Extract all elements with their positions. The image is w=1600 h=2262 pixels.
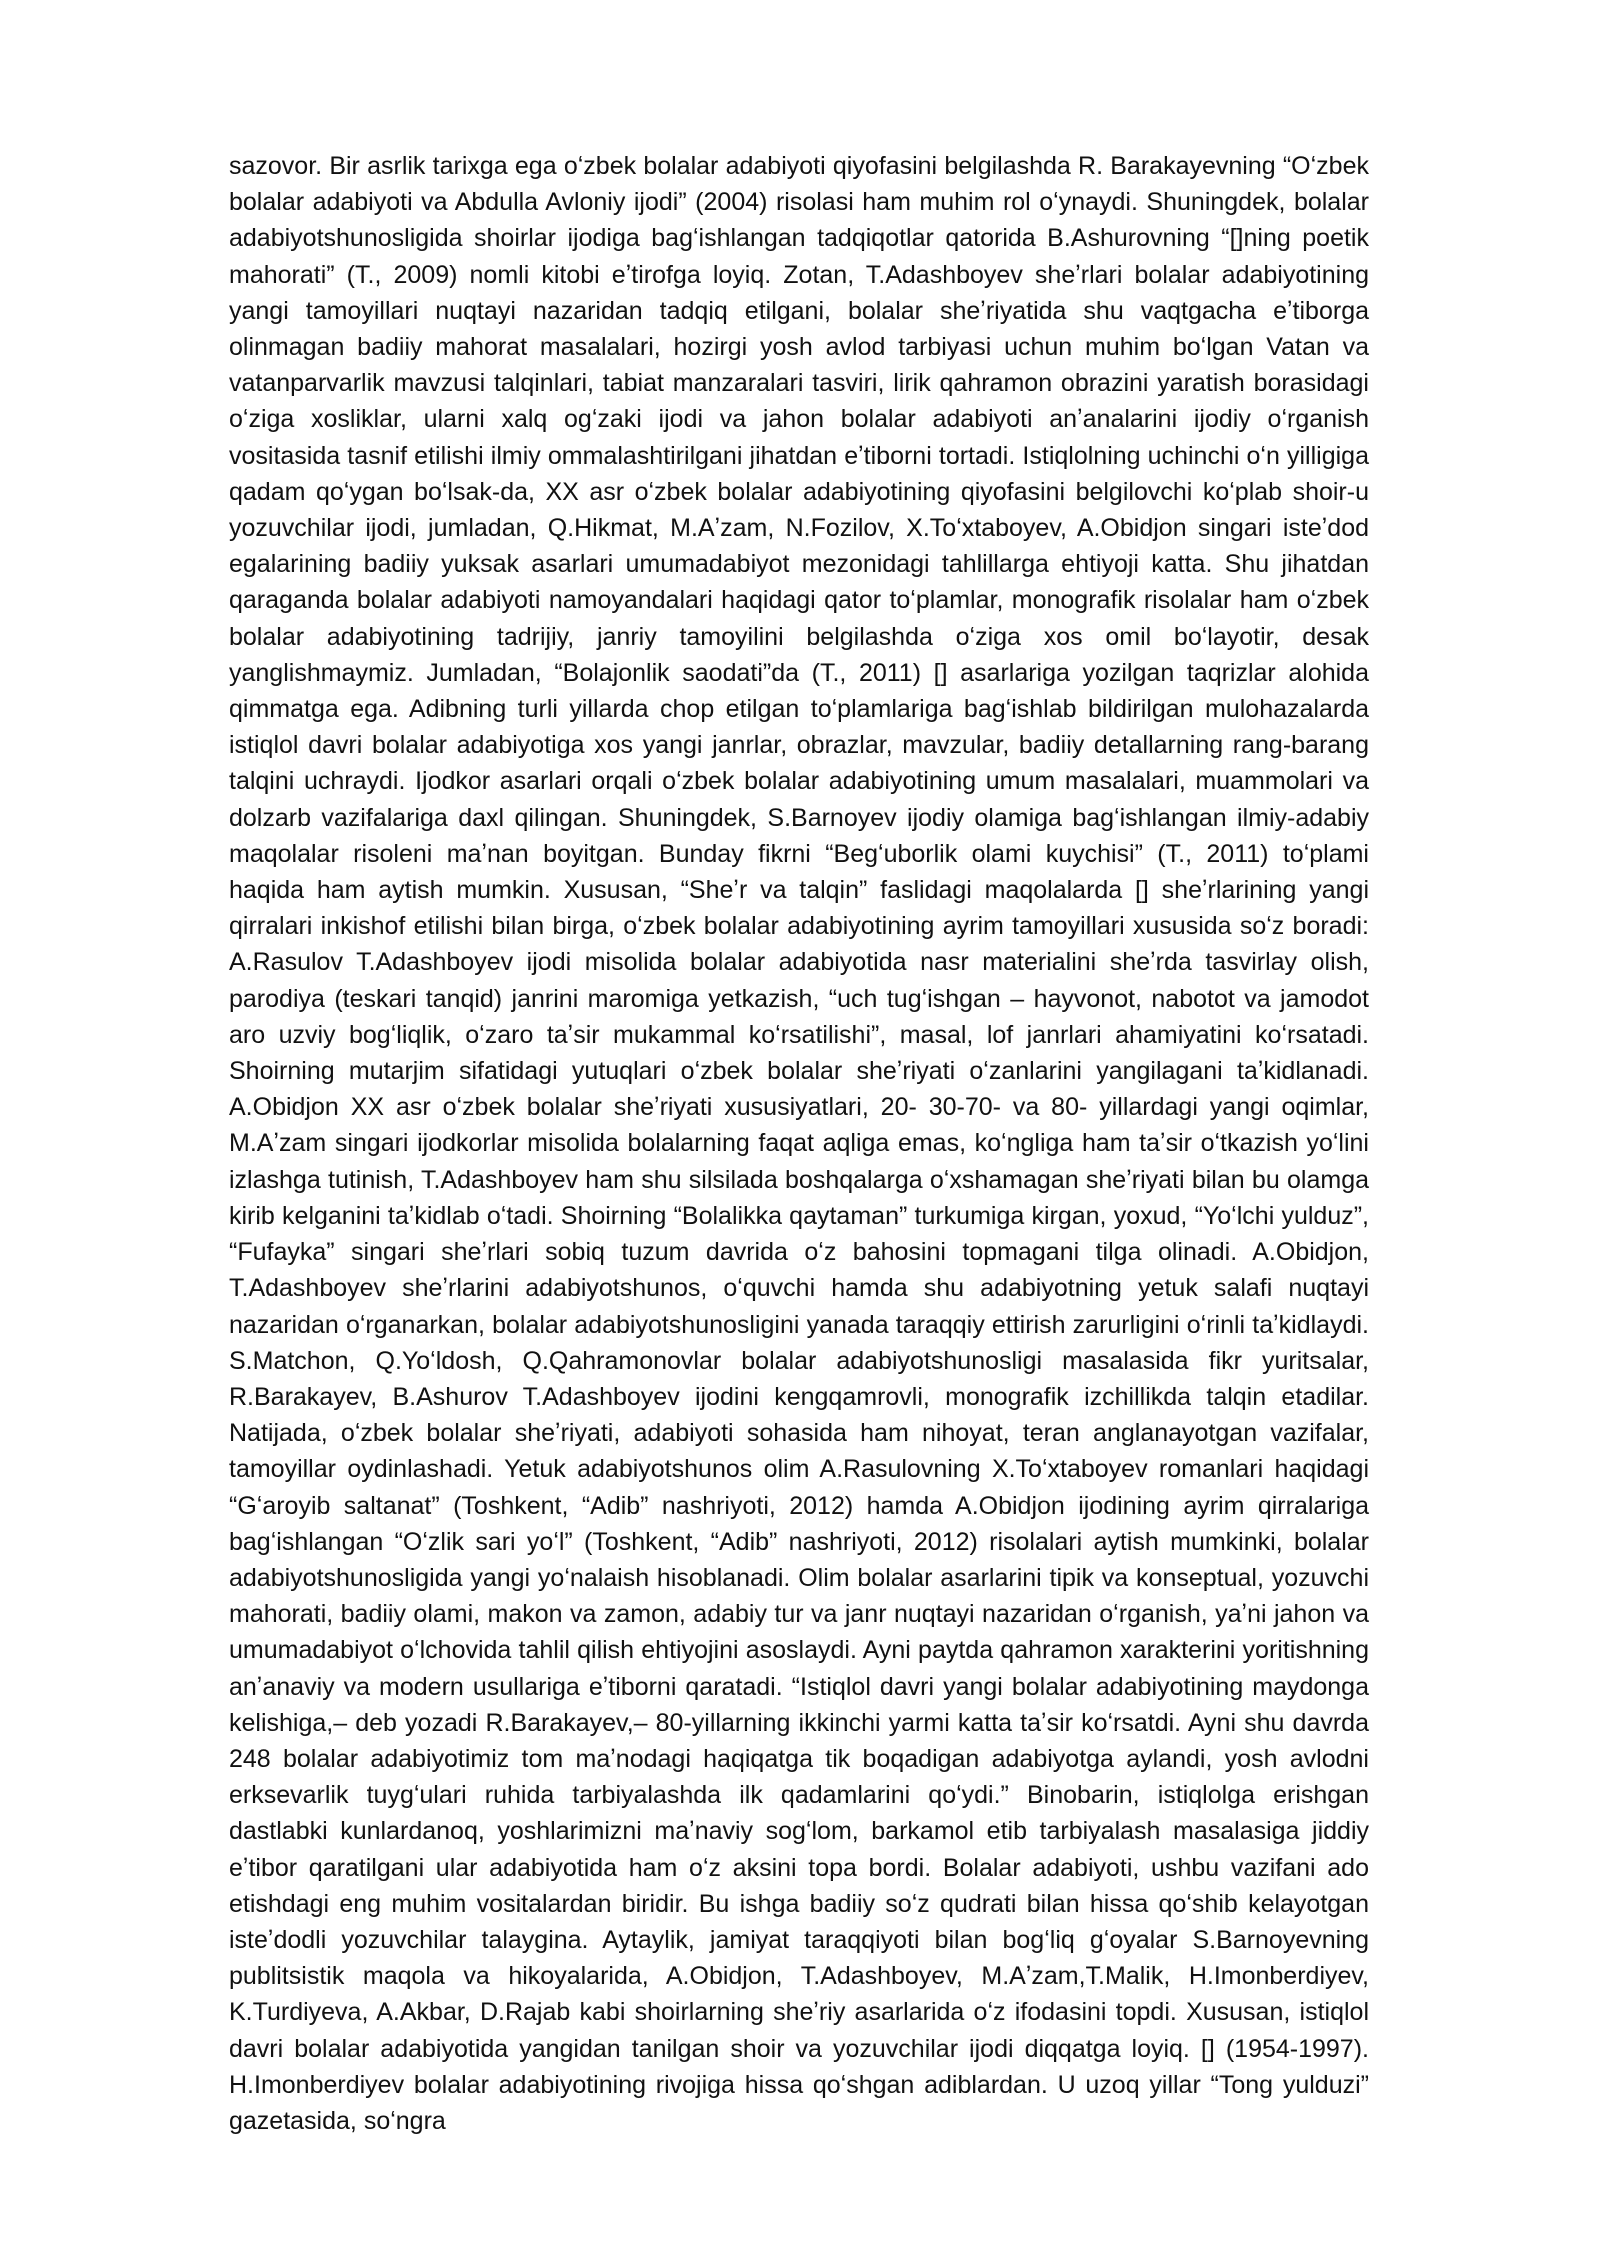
document-page [229,148,1369,2139]
body-paragraph: sazovor. Bir asrlik tarixga ega oʻzbek bolalar adabiyoti qiyofasini belgilashda R. Barakayevning “Oʻzbek bolalar adabiyoti va Abdulla Avloniy ijodi” (2004) risolasi ham muhim rol oʻynaydi. Shuningdek, bolalar adabiyotshunosligida shoirlar ijodiga bagʻishlangan tadqiqotlar qatorida B.Ashurovning “[]ning poetik mahorati” (T., 2009) nomli kitobi eʼtirofga loyiq. Zotan, T.Adashboyev sheʼrlari bolalar adabiyotining yangi tamoyillari nuqtayi nazaridan tadqiq etilgani, bolalar sheʼriyatida shu vaqtgacha eʼtiborga olinmagan badiiy mahorat masalalari, hozirgi yosh avlod tarbiyasi uchun muhim boʻlgan Vatan va vatanparvarlik mavzusi talqinlari, tabiat manzaralari tasviri, lirik qahramon obrazini yaratish borasidagi oʻziga xosliklar, ularni xalq ogʻzaki ijodi va jahon bolalar adabiyoti anʼanalarini ijodiy oʻrganish vositasida tasnif etilishi ilmiy ommalashtirilgani jihatdan eʼtiborni tortadi. Istiqlolning uchinchi oʻn yilligiga qadam qoʻygan boʻlsak-da, XX asr oʻzbek bolalar adabiyotining qiyofasini belgilovchi koʻplab shoir-u yozuvchilar ijodi, jumladan, Q.Hikmat, M.Aʼzam, N.Fozilov, X.Toʻxtaboyev, A.Obidjon singari isteʼdod egalarining badiiy yuksak asarlari umumadabiyot mezonidagi tahlillarga ehtiyoji katta. Shu jihatdan qaraganda bolalar adabiyoti namoyandalari haqidagi qator toʻplamlar, monografik risolalar ham oʻzbek bolalar adabiyotining tadrijiy, janriy tamoyilini belgilashda oʻziga xos omil boʻlayotir, desak yanglishmaymiz. Jumladan, “Bolajonlik saodati”da (T., 2011) [] asarlariga yozilgan taqrizlar alohida qimmatga ega. Adibning turli yillarda chop etilgan toʻplamlariga bagʻishlab bildirilgan mulohazalarda istiqlol davri bolalar adabiyotiga xos yangi janrlar, obrazlar, mavzular, badiiy detallarning rang-barang talqini uchraydi. Ijodkor asarlari orqali oʻzbek bolalar adabiyotining umum masalalari, muammolari va dolzarb vazifalariga daxl qilingan. Shuningdek, S.Barnoyev ijodiy olamiga bagʻishlangan ilmiy-adabiy maqolalar risoleni maʼnan boyitgan. Bunday fikrni “Begʻuborlik olami kuychisi” (T., 2011) toʻplami haqida ham aytish mumkin. Xususan, “Sheʼr va talqin” faslidagi maqolalarda [] sheʼrlarining yangi qirralari inkishof etilishi bilan birga, oʻzbek bolalar adabiyotining ayrim tamoyillari xususida soʻz boradi: A.Rasulov T.Adashboyev ijodi misolida bolalar adabiyotida nasr materialini sheʼrda tasvirlay olish, parodiya (teskari tanqid) janrini maromiga yetkazish, “uch tugʻishgan – hayvonot, nabotot va jamodot aro uzviy bogʻliqlik, oʻzaro taʼsir mukammal koʻrsatilishi”, masal, lof janrlari ahamiyatini koʻrsatadi. Shoirning mutarjim sifatidagi yutuqlari oʻzbek bolalar sheʼriyati oʻzanlarini yangilagani taʼkidlanadi. A.Obidjon XX asr oʻzbek bolalar sheʼriyati xususiyatlari, 20- 30-70- va 80- yillardagi yangi oqimlar, M.Aʼzam singari ijodkorlar misolida bolalarning faqat aqliga emas, koʻngliga ham taʼsir oʻtkazish yoʻlini izlashga tutinish, T.Adashboyev ham shu silsilada boshqalarga oʻxshamagan sheʼriyati bilan bu olamga kirib kelganini taʼkidlab oʻtadi. Shoirning “Bolalikka qaytaman” turkumiga kirgan, yoxud, “Yoʻlchi yulduz”, “Fufayka” singari sheʼrlari sobiq tuzum davrida oʻz bahosini topmagani tilga olinadi. A.Obidjon, T.Adashboyev sheʼrlarini adabiyotshunos, oʻquvchi hamda shu adabiyotning yetuk salafi nuqtayi nazaridan oʻrganarkan, bolalar adabiyotshunosligini yanada taraqqiy ettirish zarurligini oʻrinli taʼkidlaydi. S.Matchon, Q.Yoʻldosh, Q.Qahramonovlar bolalar adabiyotshunosligi masalasida fikr yuritsalar, R.Barakayev, B.Ashurov T.Adashboyev ijodini kengqamrovli, monografik izchillikda talqin etadilar. Natijada, oʻzbek bolalar sheʼriyati, adabiyoti sohasida ham nihoyat, teran anglanayotgan vazifalar, tamoyillar oydinlashadi. Yetuk adabiyotshunos olim A.Rasulovning X.Toʻxtaboyev romanlari haqidagi “Gʻaroyib saltanat” (Toshkent, “Adib” nashriyoti, 2012) hamda A.Obidjon ijodining ayrim qirralariga bagʻishlangan “Oʻzlik sari yoʻl” (Toshkent, “Adib” nashriyoti, 2012) risolalari aytish mumkinki, bolalar adabiyotshunosligida yangi yoʻnalaish hisoblanadi. Olim bolalar asarlarini tipik va konseptual, yozuvchi mahorati, badiiy olami, makon va zamon, adabiy tur va janr nuqtayi nazaridan oʻrganish, yaʼni jahon va umumadabiyot oʻlchovida tahlil qilish ehtiyojini asoslaydi. Ayni paytda qahramon xarakterini yoritishning anʼanaviy va modern usullariga eʼtiborni qaratadi. “Istiqlol davri yangi bolalar adabiyotining maydonga kelishiga,– deb yozadi R.Barakayev,– 80-yillarning ikkinchi yarmi katta taʼsir koʻrsatdi. Ayni shu davrda 248 bolalar adabiyotimiz tom maʼnodagi haqiqatga tik boqadigan adabiyotga aylandi, yosh avlodni erksevarlik tuygʻulari ruhida tarbiyalashda ilk qadamlarini qoʻydi.” Binobarin, istiqlolga erishgan dastlabki kunlardanoq, yoshlarimizni maʼnaviy sogʻlom, barkamol etib tarbiyalash masalasiga jiddiy eʼtibor qaratilgani ular adabiyotida ham oʻz aksini topa bordi. Bolalar adabiyoti, ushbu vazifani ado etishdagi eng muhim vositalardan biridir. Bu ishga badiiy soʻz qudrati bilan hissa qoʻshib kelayotgan isteʼdodli yozuvchilar talaygina. Aytaylik, jamiyat taraqqiyoti bilan bogʻliq gʻoyalar S.Barnoyevning publitsistik maqola va hikoyalarida, A.Obidjon, T.Adashboyev, M.Aʼzam,T.Malik, H.Imonberdiyev, K.Turdiyeva, A.Akbar, D.Rajab kabi shoirlarning sheʼriy asarlarida oʻz ifodasini topdi. Xususan, istiqlol davri bolalar adabiyotida yangidan tanilgan shoir va yozuvchilar ijodi diqqatga loyiq. [] (1954-1997). H.Imonberdiyev bolalar adabiyotining rivojiga hissa qoʻshgan adiblardan. U uzoq yillar “Tong yulduzi” gazetasida, soʻngra [229,152,1369,2135]
